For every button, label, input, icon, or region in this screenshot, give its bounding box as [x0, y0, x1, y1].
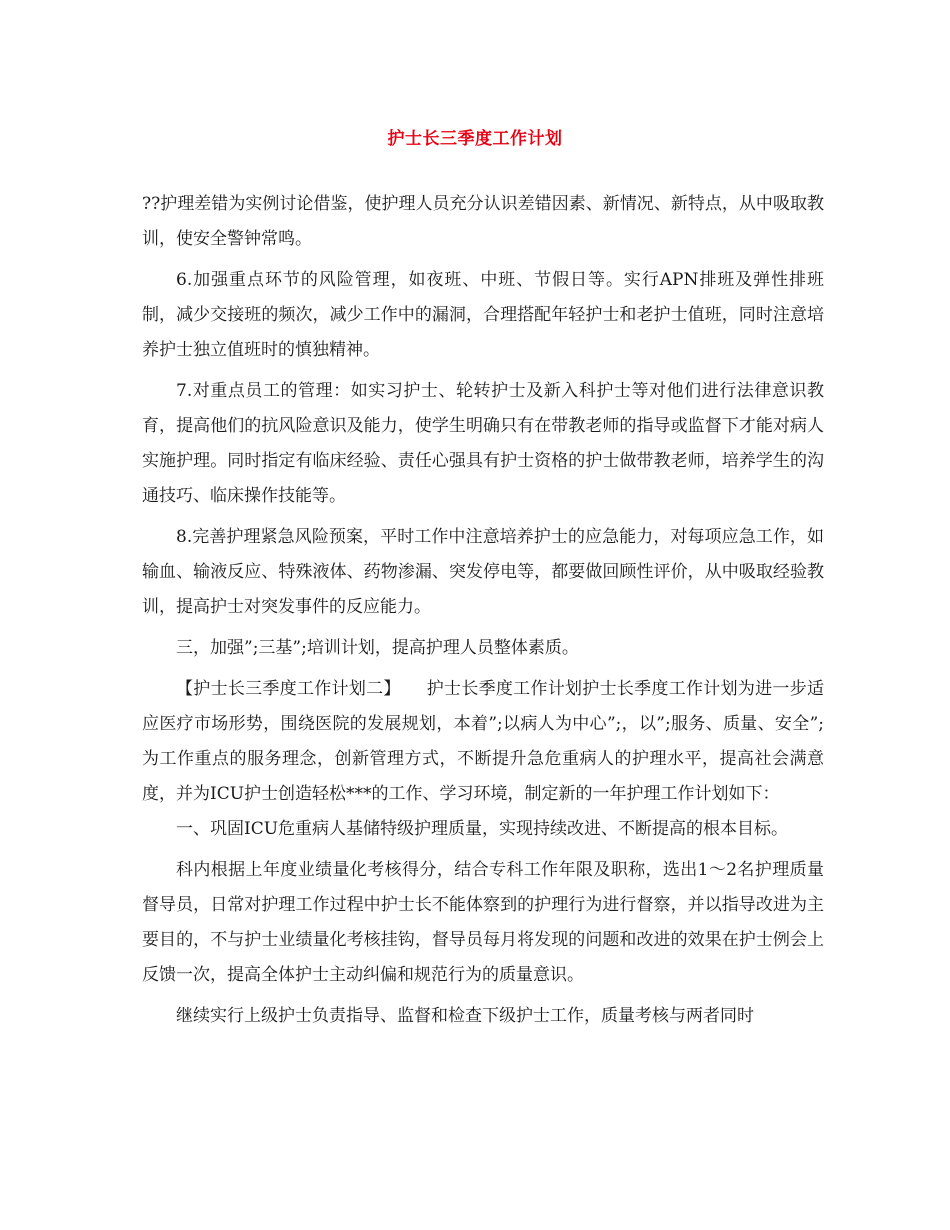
- document-body: [142, 187, 824, 1034]
- paragraph-7: 一、巩固ICU危重病人基储特级护理质量，实现持续改进、不断提高的根本目标。: [176, 819, 789, 839]
- paragraph-2: 6.加强重点环节的风险管理，如夜班、中班、节假日等。实行APN排班及弹性排班制，减少交接班的频次，减少工作中的漏洞，合理搭配年轻护士和老护士值班，同时注意培养护士独立值班时的慎独精神。: [142, 270, 824, 360]
- paragraph-9: 继续实行上级护士负责指导、监督和检查下级护士工作，质量考核与两者同时: [176, 1006, 754, 1026]
- paragraph-6: 【护士长三季度工作计划二】 护士长季度工作计划护士长季度工作计划为进一步适应医疗市场形势，围绕医院的发展规划，本着”;以病人为中心”;，以”;服务、质量、安全”;为工作重点的服务理念，创新管理方式，不断提升急危重病人的护理水平，提高社会满意度，并为ICU护士创造轻松***的工作、学习环境，制定新的一年护理工作计划如下：: [142, 679, 824, 804]
- paragraph-3: 7.对重点员工的管理：如实习护士、轮转护士及新入科护士等对他们进行法律意识教育，提高他们的抗风险意识及能力，使学生明确只有在带教老师的指导或监督下才能对病人实施护理。同时指定有临床经验、责任心强具有护士资格的护士做带教老师，培养学生的沟通技巧、临床操作技能等。: [142, 381, 824, 506]
- paragraph-5: 三，加强”;三基”;培训计划，提高护理人员整体素质。: [176, 638, 579, 658]
- paragraph-8: 科内根据上年度业绩量化考核得分，结合专科工作年限及职称，选出1～2名护理质量督导员，日常对护理工作过程中护士长不能体察到的护理行为进行督察，并以指导改进为主要目的，不与护士业绩量化考核挂钩，督导员每月将发现的问题和改进的效果在护士例会上反馈一次，提高全体护士主动纠偏和规范行为的质量意识。: [142, 860, 824, 985]
- document-title: 护士长三季度工作计划: [387, 129, 563, 149]
- paragraph-4: 8.完善护理紧急风险预案，平时工作中注意培养护士的应急能力，对每项应急工作，如输血、输液反应、特殊液体、药物渗漏、突发停电等，都要做回顾性评价，从中吸取经验教训，提高护士对突发事件的反应能力。: [142, 527, 824, 617]
- paragraph-1: ??护理差错为实例讨论借鉴，使护理人员充分认识差错因素、新情况、新特点，从中吸取教训，使安全警钟常鸣。: [142, 194, 824, 249]
